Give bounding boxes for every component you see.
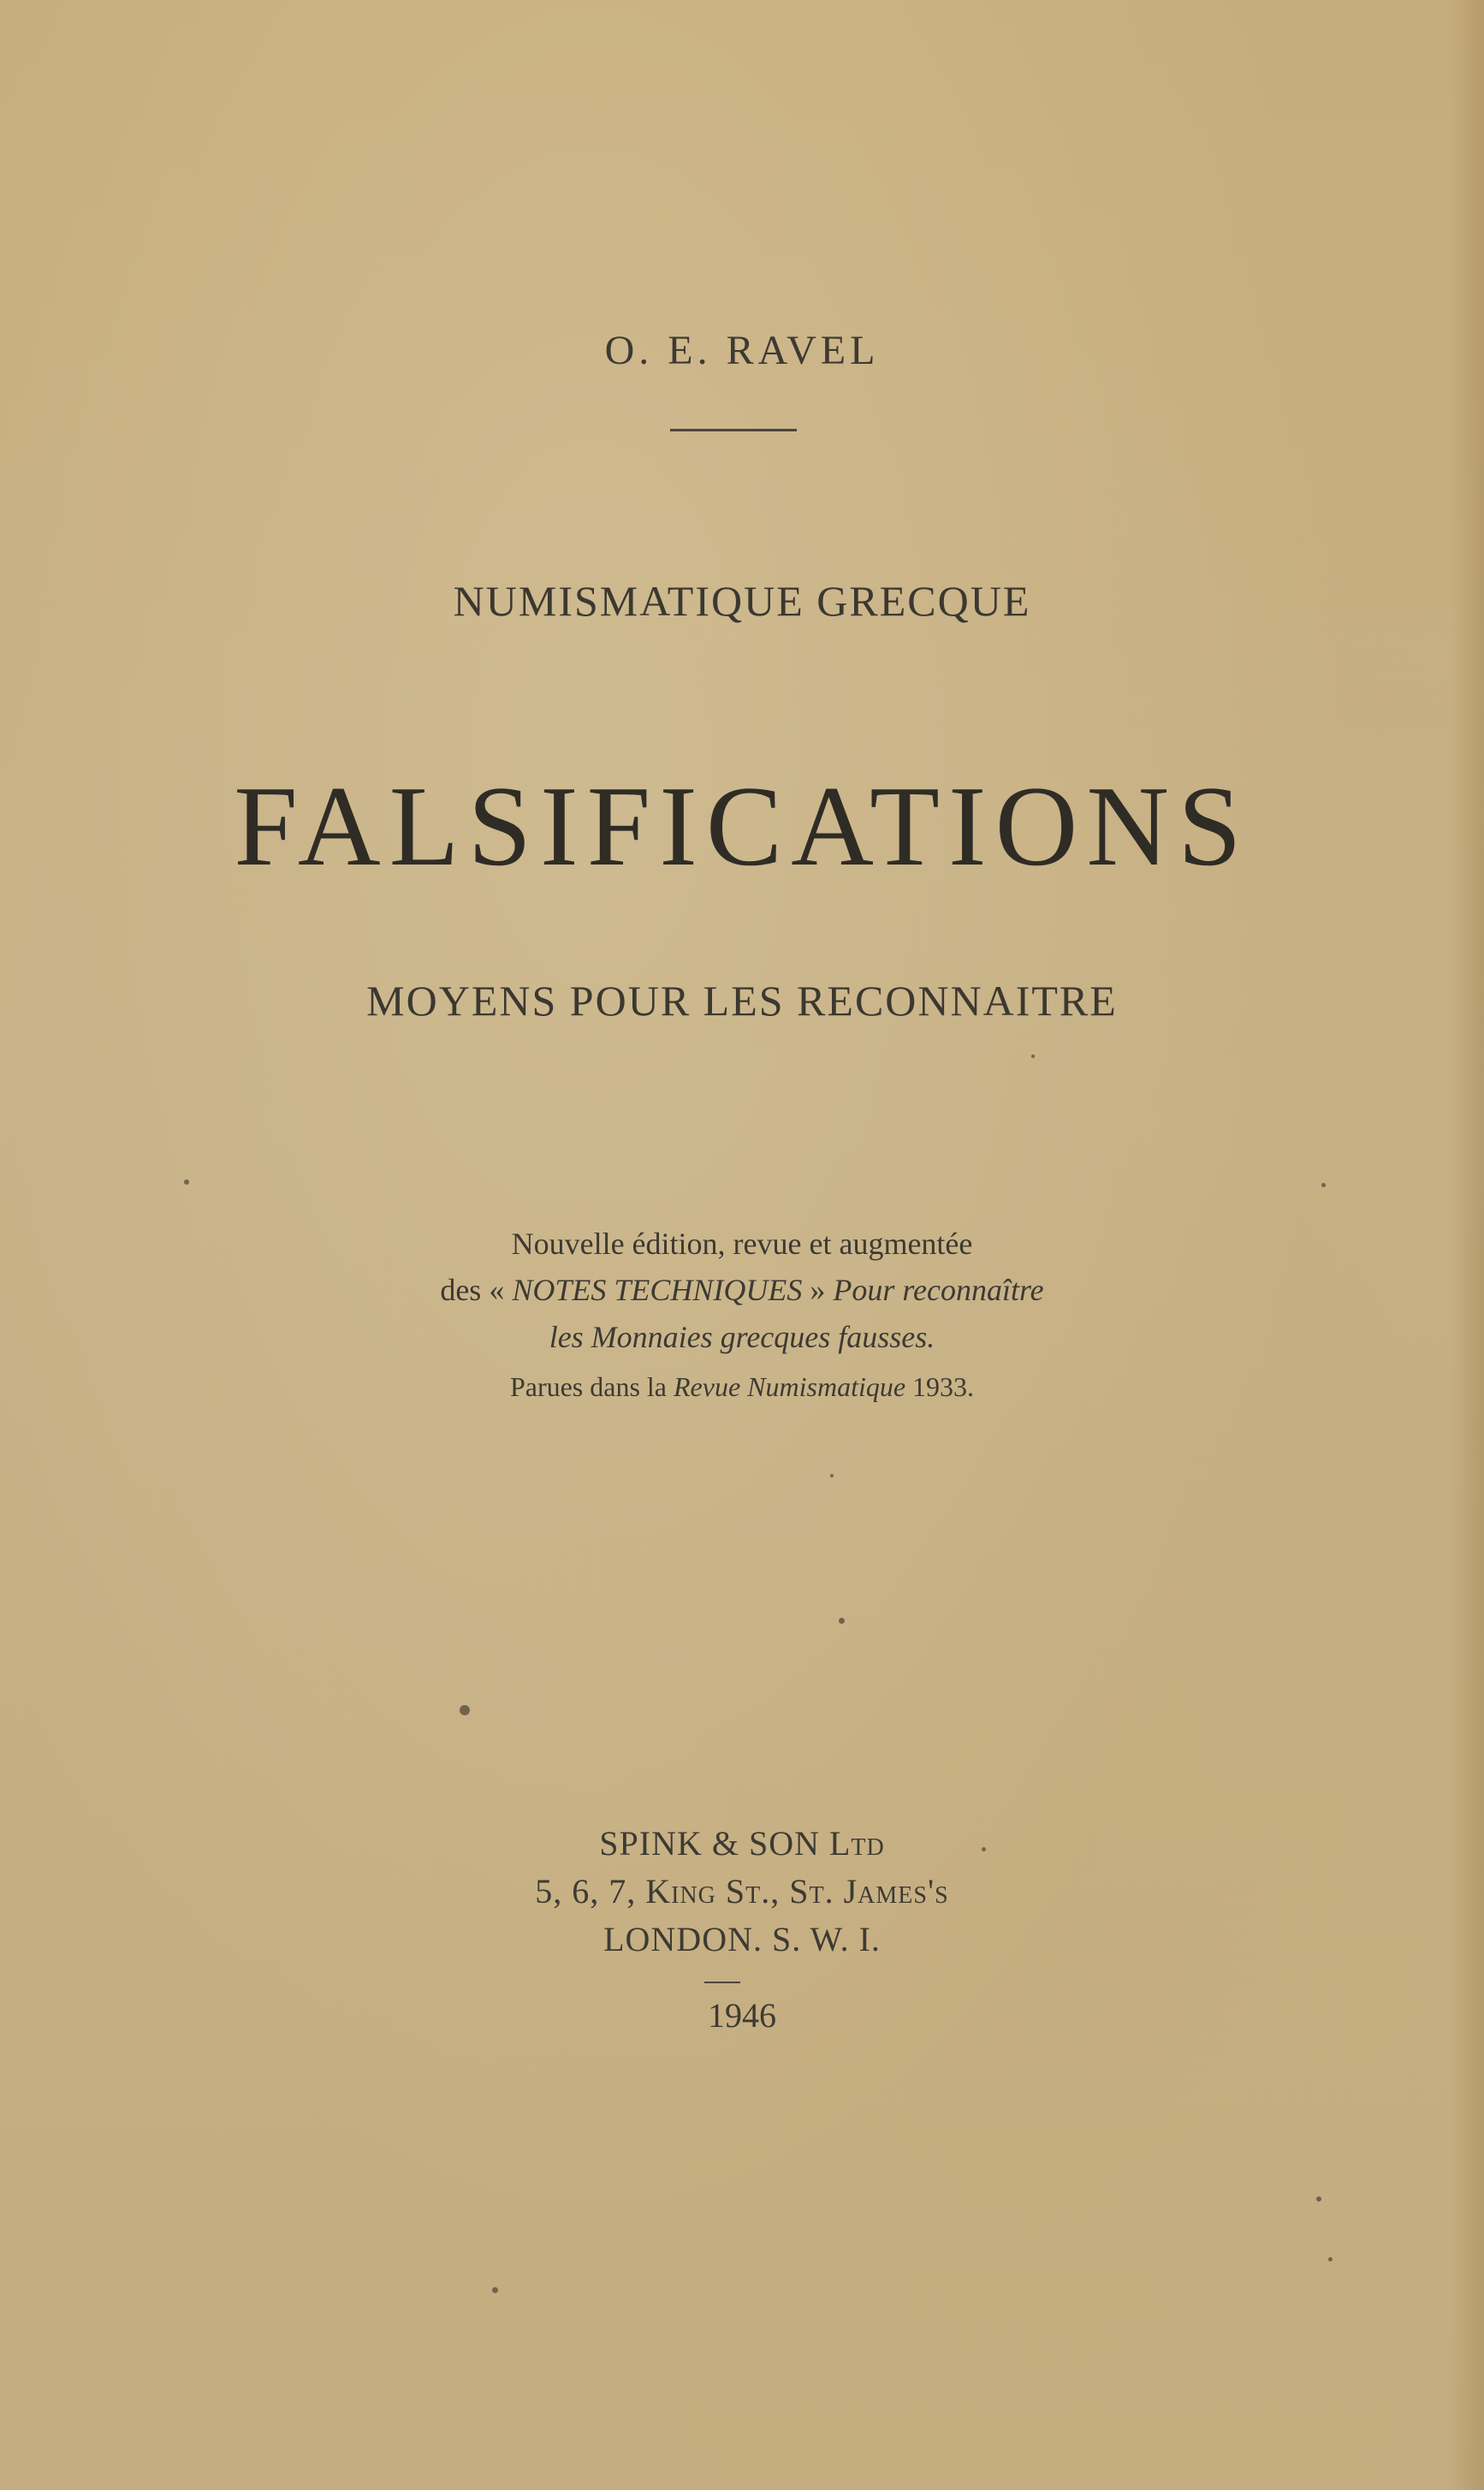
author-divider-rule	[670, 429, 797, 431]
paper-speck	[1316, 2196, 1321, 2202]
paper-speck	[839, 1618, 845, 1624]
series-title: NUMISMATIQUE GRECQUE	[453, 577, 1031, 625]
paper-speck	[492, 2287, 498, 2293]
publisher-name	[0, 1823, 1484, 1863]
notes-techniques-title: NOTES TECHNIQUES	[512, 1273, 803, 1307]
publisher-address-street: King St., St. James's	[645, 1872, 949, 1911]
publisher-city: LONDON. S. W. I.	[603, 1920, 881, 1958]
edition-note-line-4	[0, 1371, 1484, 1403]
paper-speck	[982, 1847, 986, 1851]
edition-note-year: 1933.	[905, 1371, 975, 1402]
paper-speck	[1328, 2257, 1333, 2261]
book-title: FALSIFICATIONS	[234, 763, 1250, 889]
paper-speck	[1321, 1183, 1326, 1187]
revue-numismatique-title: Revue Numismatique	[674, 1371, 906, 1402]
year-divider-rule	[704, 1982, 740, 1983]
author-name: O. E. RAVEL	[604, 328, 880, 373]
edition-note-mid: »	[802, 1273, 834, 1307]
edition-note-line-1: Nouvelle édition, revue et augmentée	[511, 1227, 973, 1261]
edition-note-suffix: Pour reconnaître	[833, 1273, 1044, 1307]
publisher-address	[0, 1871, 1484, 1911]
book-subtitle: MOYENS POUR LES RECONNAITRE	[366, 977, 1118, 1025]
publisher-name-ltd: Ltd	[828, 1824, 885, 1863]
paper-speck	[830, 1474, 834, 1477]
publication-year: 1946	[708, 1996, 776, 2035]
paper-speck	[184, 1180, 189, 1185]
edition-note-prefix: des «	[440, 1273, 513, 1307]
publisher-name-main: SPINK & SON	[599, 1824, 829, 1863]
paper-speck	[1031, 1055, 1035, 1058]
edition-note-published-in: Parues dans la	[509, 1371, 674, 1402]
paper-speck	[460, 1705, 470, 1715]
edition-note-line-3: les Monnaies grecques fausses.	[549, 1320, 935, 1354]
publisher-address-number: 5, 6, 7,	[535, 1872, 646, 1911]
edition-note-line-2	[0, 1272, 1484, 1308]
